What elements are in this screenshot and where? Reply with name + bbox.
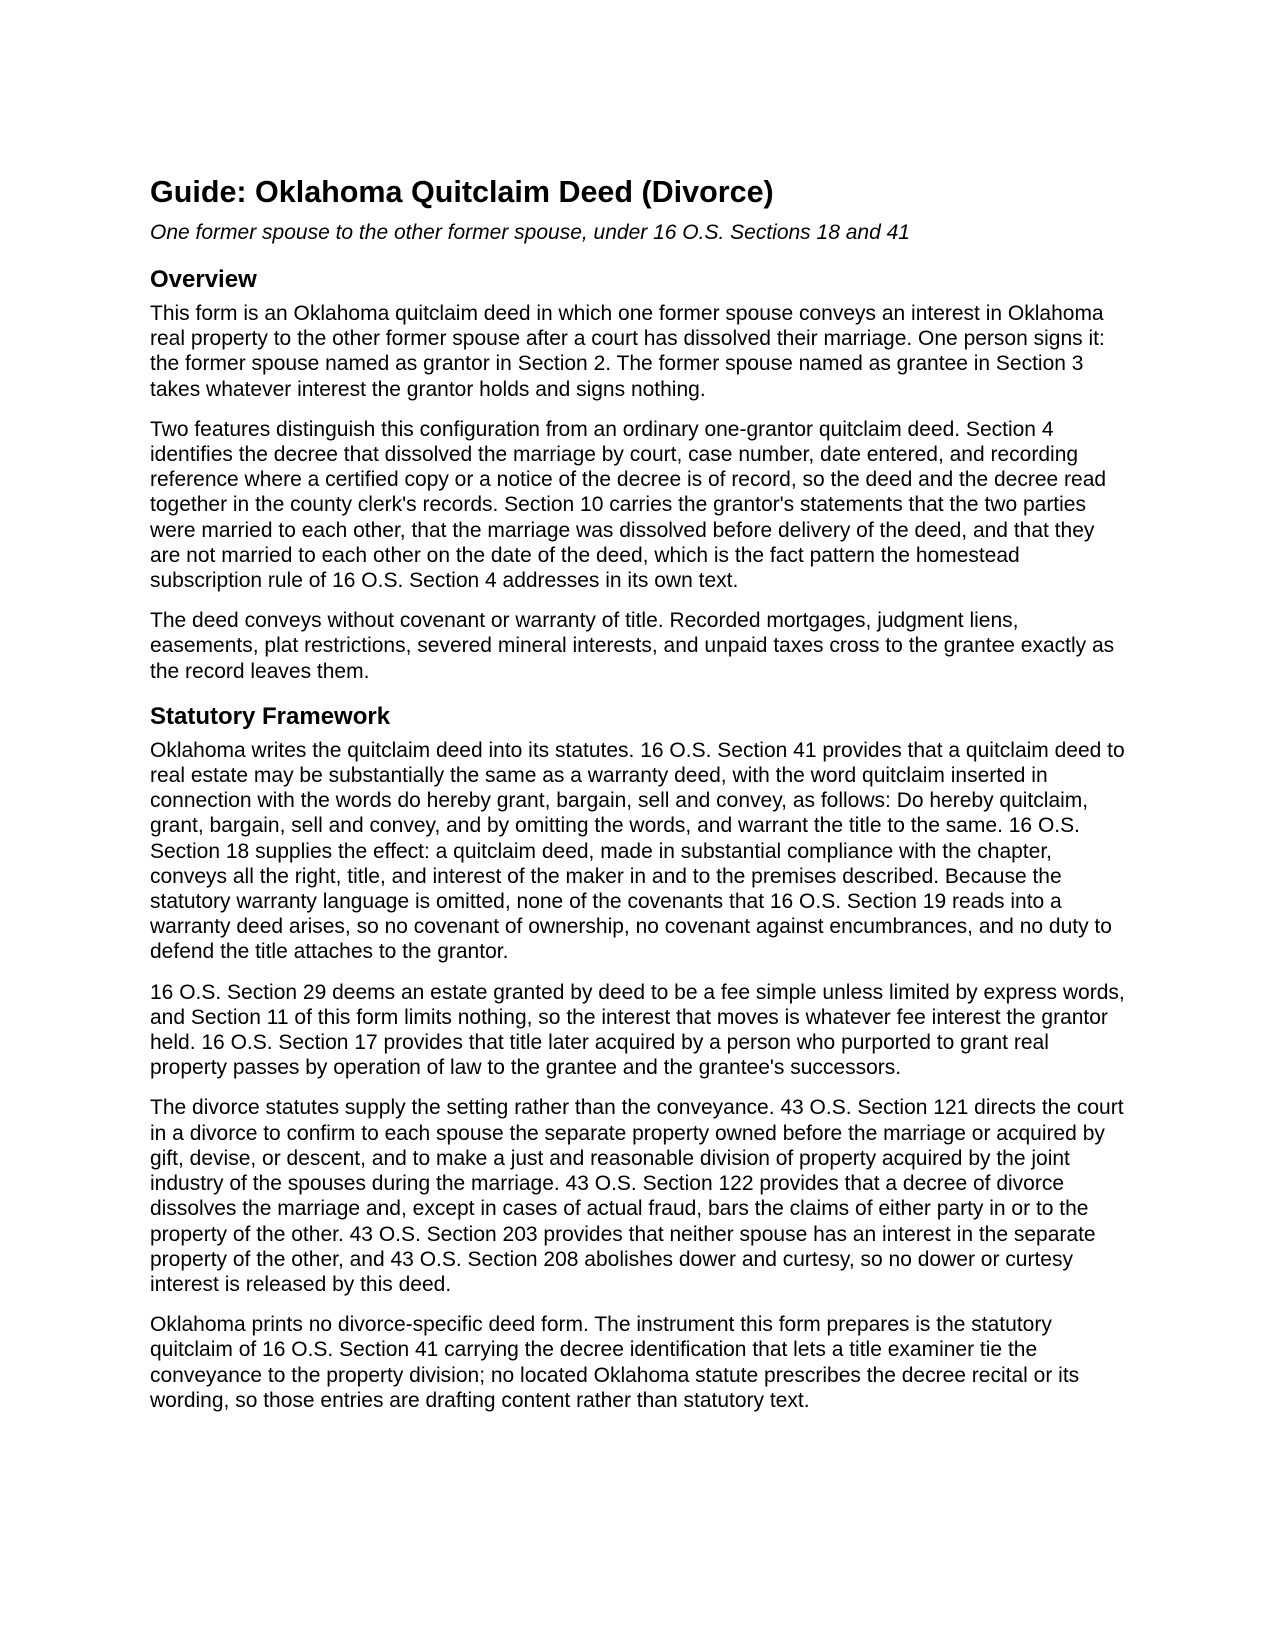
overview-paragraph: Two features distinguish this configuration from an ordinary one-grantor quitclaim deed. Section 4 identifies the decree that dissolved the marriage by court, case number, date entered, and recording reference where a certified copy or a notice of the decree is of record, so the deed and the decree read together in the county clerk's records. Section 10 carries the grantor's statements that the two parties were married to each other, that the marriage was dissolved before delivery of the deed, and that they are not married to each other on the date of the deed, which is the fact pattern the homestead subscription rule of 16 O.S. Section 4 addresses in its own text.	[150, 417, 1107, 593]
document-page	[150, 170, 1125, 1413]
section-heading-statutory-framework: Statutory Framework	[150, 702, 391, 730]
overview-paragraph: This form is an Oklahoma quitclaim deed in which one former spouse conveys an interest in Oklahoma real property to the other former spouse after a court has dissolved their marriage. One person signs it: the former spouse named as grantor in Section 2. The former spouse named as grantee in Section 3 takes whatever interest the grantor holds and signs nothing.	[150, 302, 1105, 401]
section-heading-overview: Overview	[150, 266, 257, 293]
framework-paragraph: The divorce statutes supply the setting rather than the conveyance. 43 O.S. Section 121 directs the court in a divorce to confirm to each spouse the separate property owned before the marriage or acquired by gift, devise, or descent, and to make a just and reasonable division of property acquired by the joint industry of the spouses during the marriage. 43 O.S. Section 122 provides that a decree of divorce dissolves the marriage and, except in cases of actual fraud, bars the claims of either party in or to the property of the other. 43 O.S. Section 203 provides that neither spouse has an interest in the separate property of the other, and 43 O.S. Section 208 abolishes dower and curtesy, so no dower or curtesy interest is released by this deed.	[150, 1096, 1124, 1296]
document-title: Guide: Oklahoma Quitclaim Deed (Divorce)	[150, 175, 774, 209]
overview-paragraph: The deed conveys without covenant or warranty of title. Recorded mortgages, judgment liens, easements, plat restrictions, severed mineral interests, and unpaid taxes cross to the grantee exactly as the record leaves them.	[150, 609, 1115, 683]
framework-paragraph: Oklahoma writes the quitclaim deed into its statutes. 16 O.S. Section 41 provides that a quitclaim deed to real estate may be substantially the same as a warranty deed, with the word quitclaim inserted in connection with the words do hereby grant, bargain, sell and convey, as follows: Do hereby quitclaim, grant, bargain, sell and convey, and by omitting the words, and warrant the title to the same. 16 O.S. Section 18 supplies the effect: a quitclaim deed, made in substantial compliance with the chapter, conveys all the right, title, and interest of the maker in and to the premises described. Because the statutory warranty language is omitted, none of the covenants that 16 O.S. Section 19 reads into a warranty deed arises, so no covenant of ownership, no covenant against encumbrances, and no duty to defend the title attaches to the grantor.	[150, 738, 1125, 964]
framework-paragraph: 16 O.S. Section 29 deems an estate granted by deed to be a fee simple unless limited by express words, and Section 11 of this form limits nothing, so the interest that moves is whatever fee interest the grantor held. 16 O.S. Section 17 provides that title later acquired by a person who purported to grant real property passes by operation of law to the grantee and the grantee's successors.	[150, 980, 1125, 1080]
framework-paragraph: Oklahoma prints no divorce-specific deed form. The instrument this form prepares is the statutory quitclaim of 16 O.S. Section 41 carrying the decree identification that lets a title examiner tie the conveyance to the property division; no located Oklahoma statute prescribes the decree recital or its wording, so those entries are drafting content rather than statutory text.	[150, 1313, 1080, 1412]
document-subtitle: One former spouse to the other former spouse, under 16 O.S. Sections 18 and 41	[150, 221, 910, 244]
